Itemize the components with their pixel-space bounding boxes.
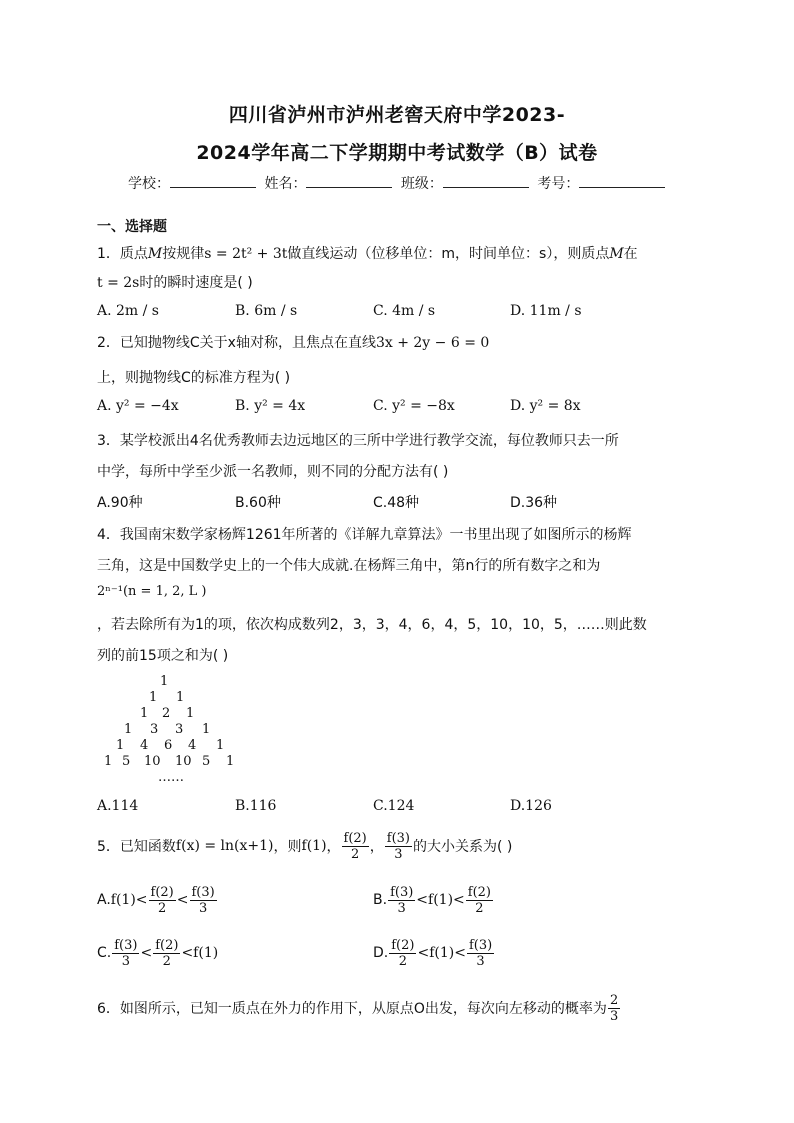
q3-option-b: B.60种 (235, 495, 281, 511)
q5-sep-1: ， (326, 839, 341, 855)
q1-stem-d: 做直线运动（位移单位：m，时间单位：s），则质点 (287, 246, 610, 262)
q5-option-d-label: D. (373, 945, 389, 961)
q3-option-c: C.48种 (373, 495, 420, 511)
class-label: 班级： (400, 176, 443, 192)
tri-r6-c6: 1 (226, 754, 235, 769)
q2-option-b: B. y² = 4x (235, 398, 306, 414)
q5-option-b-frac3 (388, 885, 415, 916)
question-4-line1: 4．我国南宋数学家杨辉1261年所著的《详解九章算法》一书里出现了如图所示的杨辉 (97, 527, 632, 543)
q4-option-b: B.116 (235, 798, 277, 814)
tri-r6-c5: 5 (202, 754, 211, 769)
question-2-line2: 上，则抛物线C的标准方程为( ) (97, 370, 291, 386)
q5-frac-f3-num: f(3) (386, 830, 410, 846)
q5-option-b-lt1: < (416, 892, 429, 908)
q6-frac-den: 3 (609, 1008, 619, 1024)
q5-option-c-frac2-num: f(2) (155, 937, 179, 953)
q3-option-d: D.36种 (510, 495, 558, 511)
q5-f1: f(1) (301, 838, 327, 854)
tri-r5-c1: 1 (116, 738, 125, 753)
q5-frac-f2 (342, 831, 369, 862)
question-6-line1 (97, 986, 621, 1030)
q5-option-d-f1: f(1) (429, 945, 455, 961)
q5-frac-f3-den: 3 (394, 846, 403, 862)
q5-option-c-frac3 (112, 938, 139, 969)
tri-r5-c4: 4 (188, 738, 197, 753)
q4-option-a: A.114 (97, 798, 139, 814)
question-4-formula: 2ⁿ⁻¹(n = 1, 2, L ) (97, 584, 207, 599)
q5-option-a-frac2 (149, 885, 176, 916)
question-3-line1: 3．某学校派出4名优秀教师去边远地区的三所中学进行教学交流，每位教师只去一所 (97, 433, 619, 449)
section-heading: 一、选择题 (97, 219, 167, 235)
question-5-stem (97, 824, 512, 868)
q5-option-b-frac3-num: f(3) (390, 884, 414, 900)
q5-option-b-frac2-num: f(2) (467, 884, 492, 900)
yanghui-triangle-figure (100, 674, 240, 786)
q1-var-m: M (147, 246, 163, 262)
question-3-line2: 中学，每所中学至少派一名教师，则不同的分配方法有( ) (97, 464, 449, 480)
q6-probability-frac (608, 993, 620, 1024)
q5-option-a-frac3-den: 3 (198, 900, 208, 916)
tri-r4-c3: 3 (175, 722, 184, 737)
q1-var-m2: M (609, 246, 624, 262)
tri-r5-c2: 4 (140, 738, 149, 753)
tri-r2-c1: 1 (149, 690, 158, 705)
q5-text-c: 的大小关系为( ) (413, 839, 513, 855)
q5-option-d (373, 931, 495, 975)
class-blank (443, 175, 529, 188)
q5-option-c (97, 931, 218, 975)
question-4-line5: 列的前15项之和为( ) (97, 648, 229, 664)
q5-option-a-label: A. (97, 892, 111, 908)
q5-option-a-lt1: < (135, 892, 148, 908)
question-4-line4: ，若去除所有为1的项，依次构成数列2，3，3，4，6，4，5，10，10，5，……则此数 (97, 617, 647, 633)
q5-function-formula: f(x) = ln(x+1) (175, 838, 274, 854)
school-label: 学校： (128, 176, 170, 192)
q5-option-c-label: C. (97, 945, 112, 961)
q5-option-d-lt2: < (454, 945, 466, 961)
q1-option-a: A. 2m / s (97, 303, 159, 319)
page-title-line1: 四川省泸州市泸州老窖天府中学2023- (228, 104, 566, 126)
q5-frac-f3 (385, 831, 412, 862)
q5-option-a-frac3-num: f(3) (191, 884, 215, 900)
q2-option-c: C. y² = −8x (373, 398, 455, 414)
q5-option-b-frac2 (466, 885, 493, 916)
q1-stem-c: 按规律 (162, 246, 205, 262)
q2-line-formula: 3x + 2y − 6 = 0 (375, 335, 490, 351)
tri-r3-c2: 2 (162, 706, 171, 721)
page-title-line2: 2024学年高二下学期期中考试数学（B）试卷 (196, 142, 598, 164)
q5-option-c-lt2: < (181, 945, 194, 961)
exam-number-label: 考号： (537, 176, 580, 192)
q5-option-a (97, 878, 218, 922)
tri-r6-c3: 10 (144, 754, 161, 769)
q5-option-a-frac3 (190, 885, 217, 916)
q5-option-c-frac3-num: f(3) (114, 937, 138, 953)
q5-option-d-frac3 (467, 938, 494, 969)
q5-option-d-frac2 (389, 938, 416, 969)
q5-option-d-frac2-den: 2 (398, 953, 407, 969)
question-1-line1 (97, 243, 638, 263)
school-blank (170, 175, 256, 188)
q5-option-a-frac2-num: f(2) (150, 884, 174, 900)
q2-option-a: A. y² = −4x (97, 398, 179, 414)
question-2-line1 (97, 332, 489, 352)
q5-option-c-frac3-den: 3 (121, 953, 130, 969)
tri-dots: …… (158, 770, 184, 785)
q5-option-d-lt1: < (417, 945, 430, 961)
q5-option-b-label: B. (373, 892, 388, 908)
q4-option-c: C.124 (373, 798, 415, 814)
tri-r5-c5: 1 (216, 738, 225, 753)
tri-r2-c2: 1 (176, 690, 185, 705)
tri-r4-c1: 1 (124, 722, 133, 737)
tri-r6-c1: 1 (104, 754, 113, 769)
q5-option-b-f1: f(1) (428, 892, 454, 908)
question-4-line2: 三角，这是中国数学史上的一个伟大成就.在杨辉三角中，第n行的所有数字之和为 (97, 558, 601, 574)
tri-r4-c4: 1 (202, 722, 211, 737)
q1-formula: s = 2t² + 3t (204, 246, 288, 262)
q5-option-c-frac2-den: 2 (162, 953, 171, 969)
q5-sep-2: ， (369, 839, 384, 855)
name-label: 姓名： (264, 176, 307, 192)
q5-option-b-frac2-den: 2 (475, 900, 484, 916)
q5-option-d-frac3-den: 3 (476, 953, 485, 969)
q5-text-b: ，则 (273, 839, 302, 855)
q1-option-b: B. 6m / s (235, 303, 298, 319)
q5-option-a-f1: f(1) (110, 892, 136, 908)
q5-option-b-frac3-den: 3 (397, 900, 406, 916)
q5-option-b (373, 878, 494, 922)
tri-r5-c3: 6 (164, 738, 173, 753)
q5-option-a-frac2-den: 2 (158, 900, 167, 916)
q5-frac-f2-den: 2 (351, 846, 360, 862)
q5-option-d-frac3-num: f(3) (468, 937, 493, 953)
q5-option-c-frac2 (153, 938, 180, 969)
q2-line1-text: 2．已知抛物线C关于x轴对称，且焦点在直线 (97, 335, 376, 351)
q6-text: 6．如图所示，已知一质点在外力的作用下，从原点O出发，每次向左移动的概率为 (97, 1001, 607, 1017)
name-blank (306, 175, 392, 188)
q5-option-a-lt2: < (176, 892, 189, 908)
q1-option-d: D. 11m / s (510, 303, 582, 319)
q5-text-a: 5．已知函数 (97, 839, 176, 855)
tri-r6-c4: 10 (175, 754, 192, 769)
q6-frac-num: 2 (609, 992, 619, 1008)
tri-r1-c1: 1 (160, 674, 169, 689)
tri-r4-c2: 3 (150, 722, 159, 737)
q3-option-a: A.90种 (97, 495, 143, 511)
exam-number-blank (579, 175, 665, 188)
info-fields-row (128, 173, 669, 193)
q1-stem-f: 在 (623, 246, 638, 262)
q2-option-d: D. y² = 8x (510, 398, 581, 414)
tri-r3-c1: 1 (140, 706, 149, 721)
q5-option-c-lt1: < (140, 945, 153, 961)
q1-line2-text: 时的瞬时速度是( ) (139, 275, 253, 291)
q1-option-c: C. 4m / s (373, 303, 436, 319)
q1-stem-a: 1．质点 (97, 246, 148, 262)
tri-r3-c3: 1 (186, 706, 195, 721)
q5-option-d-frac2-num: f(2) (391, 937, 415, 953)
q4-option-d: D.126 (510, 798, 552, 814)
tri-r6-c2: 5 (122, 754, 131, 769)
q5-option-c-f1: f(1) (193, 945, 219, 961)
q5-frac-f2-num: f(2) (343, 830, 367, 846)
question-1-line2 (97, 272, 253, 292)
q1-time-formula: t = 2s (97, 275, 140, 291)
q5-option-b-lt2: < (453, 892, 465, 908)
